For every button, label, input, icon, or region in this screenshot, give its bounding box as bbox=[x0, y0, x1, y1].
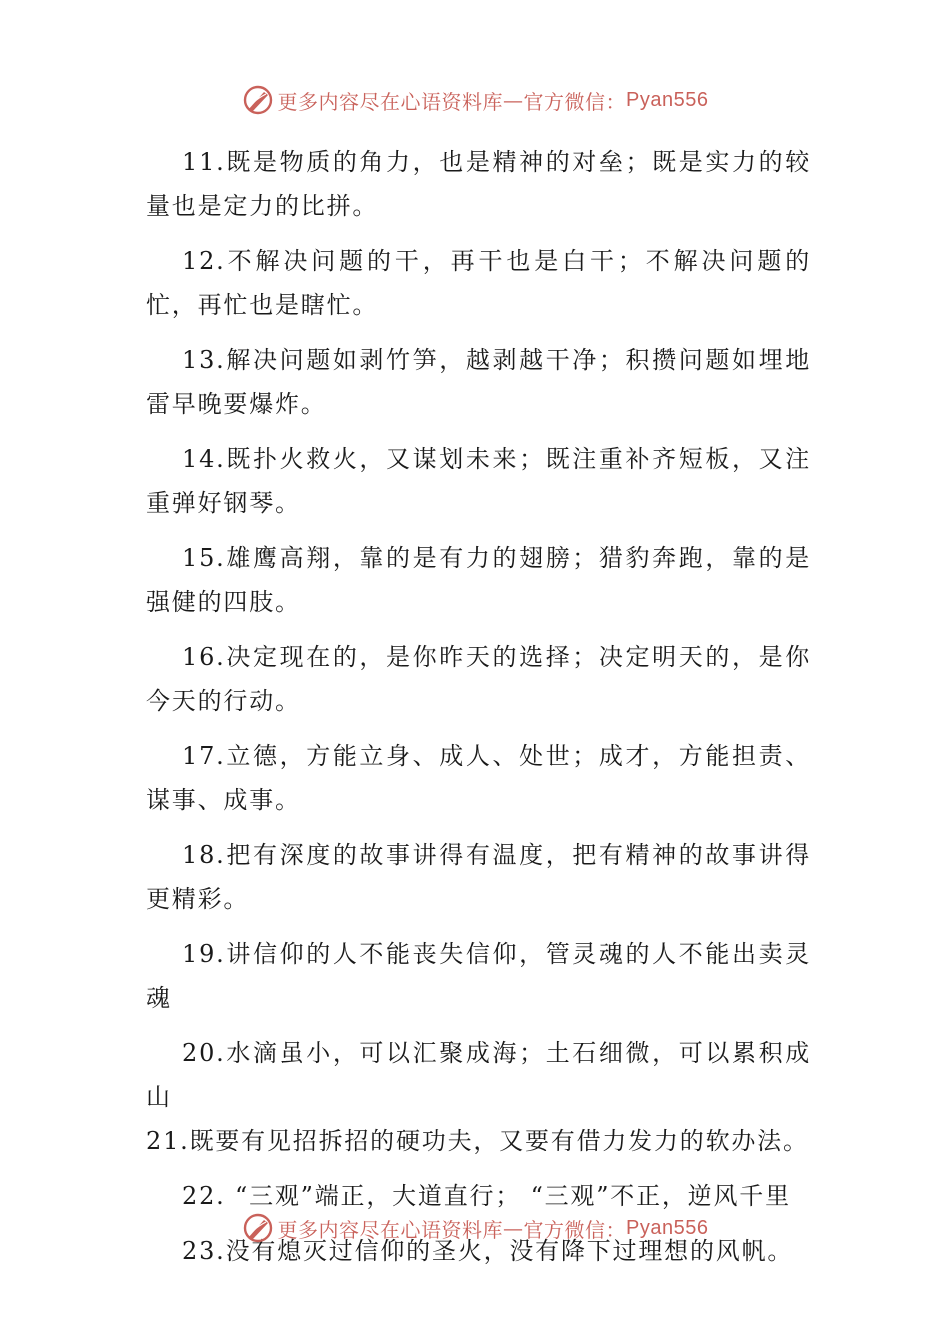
item-23: 23.没有熄灭过信仰的圣火，没有降下过理想的风帆。 bbox=[182, 1237, 794, 1265]
header-banner bbox=[0, 84, 950, 116]
pen-logo-icon bbox=[242, 84, 274, 116]
banner-wx-id: Pyan556 bbox=[626, 1216, 709, 1239]
footer-banner bbox=[0, 1212, 950, 1244]
banner-wx-label: 官方微信： bbox=[523, 89, 627, 114]
item-13: 13.解决问题如剥竹笋，越剥越干净；积攒问题如埋地雷早晚要爆炸。 bbox=[146, 346, 811, 418]
item-19: 19.讲信仰的人不能丧失信仰，管灵魂的人不能出卖灵魂 bbox=[146, 940, 811, 1012]
item-12: 12.不解决问题的干，再干也是白干；不解决问题的忙，再忙也是瞎忙。 bbox=[146, 247, 811, 319]
banner-wx-label: 官方微信： bbox=[523, 1217, 627, 1242]
banner-brand: 更多内容尽在心语资料库 bbox=[277, 1217, 504, 1242]
item-21: 21.既要有见招拆招的硬功夫，又要有借力发力的软办法。 bbox=[146, 1127, 809, 1155]
item-22: 22. “三观”端正，大道直行； “三观”不正，逆风千里 bbox=[182, 1182, 791, 1210]
item-18: 18.把有深度的故事讲得有温度，把有精神的故事讲得更精彩。 bbox=[146, 841, 811, 913]
banner-dash: — bbox=[503, 1216, 524, 1240]
item-15: 15.雄鹰高翔，靠的是有力的翅膀；猎豹奔跑，靠的是强健的四肢。 bbox=[146, 544, 811, 616]
document-body bbox=[146, 140, 811, 1284]
pen-logo-icon bbox=[242, 1212, 274, 1244]
item-17: 17.立德，方能立身、成人、处世；成才，方能担责、谋事、成事。 bbox=[146, 742, 811, 814]
item-14: 14.既扑火救火，又谋划未来；既注重补齐短板，又注重弹好钢琴。 bbox=[146, 445, 811, 517]
item-16: 16.决定现在的，是你昨天的选择；决定明天的，是你今天的行动。 bbox=[146, 643, 811, 715]
banner-brand: 更多内容尽在心语资料库 bbox=[277, 89, 504, 114]
banner-wx-id: Pyan556 bbox=[626, 88, 709, 111]
banner-dash: — bbox=[503, 88, 524, 112]
item-20: 20.水滴虽小，可以汇聚成海；土石细微，可以累积成山 bbox=[146, 1039, 811, 1111]
item-11: 11.既是物质的角力，也是精神的对垒；既是实力的较量也是定力的比拼。 bbox=[146, 148, 811, 220]
